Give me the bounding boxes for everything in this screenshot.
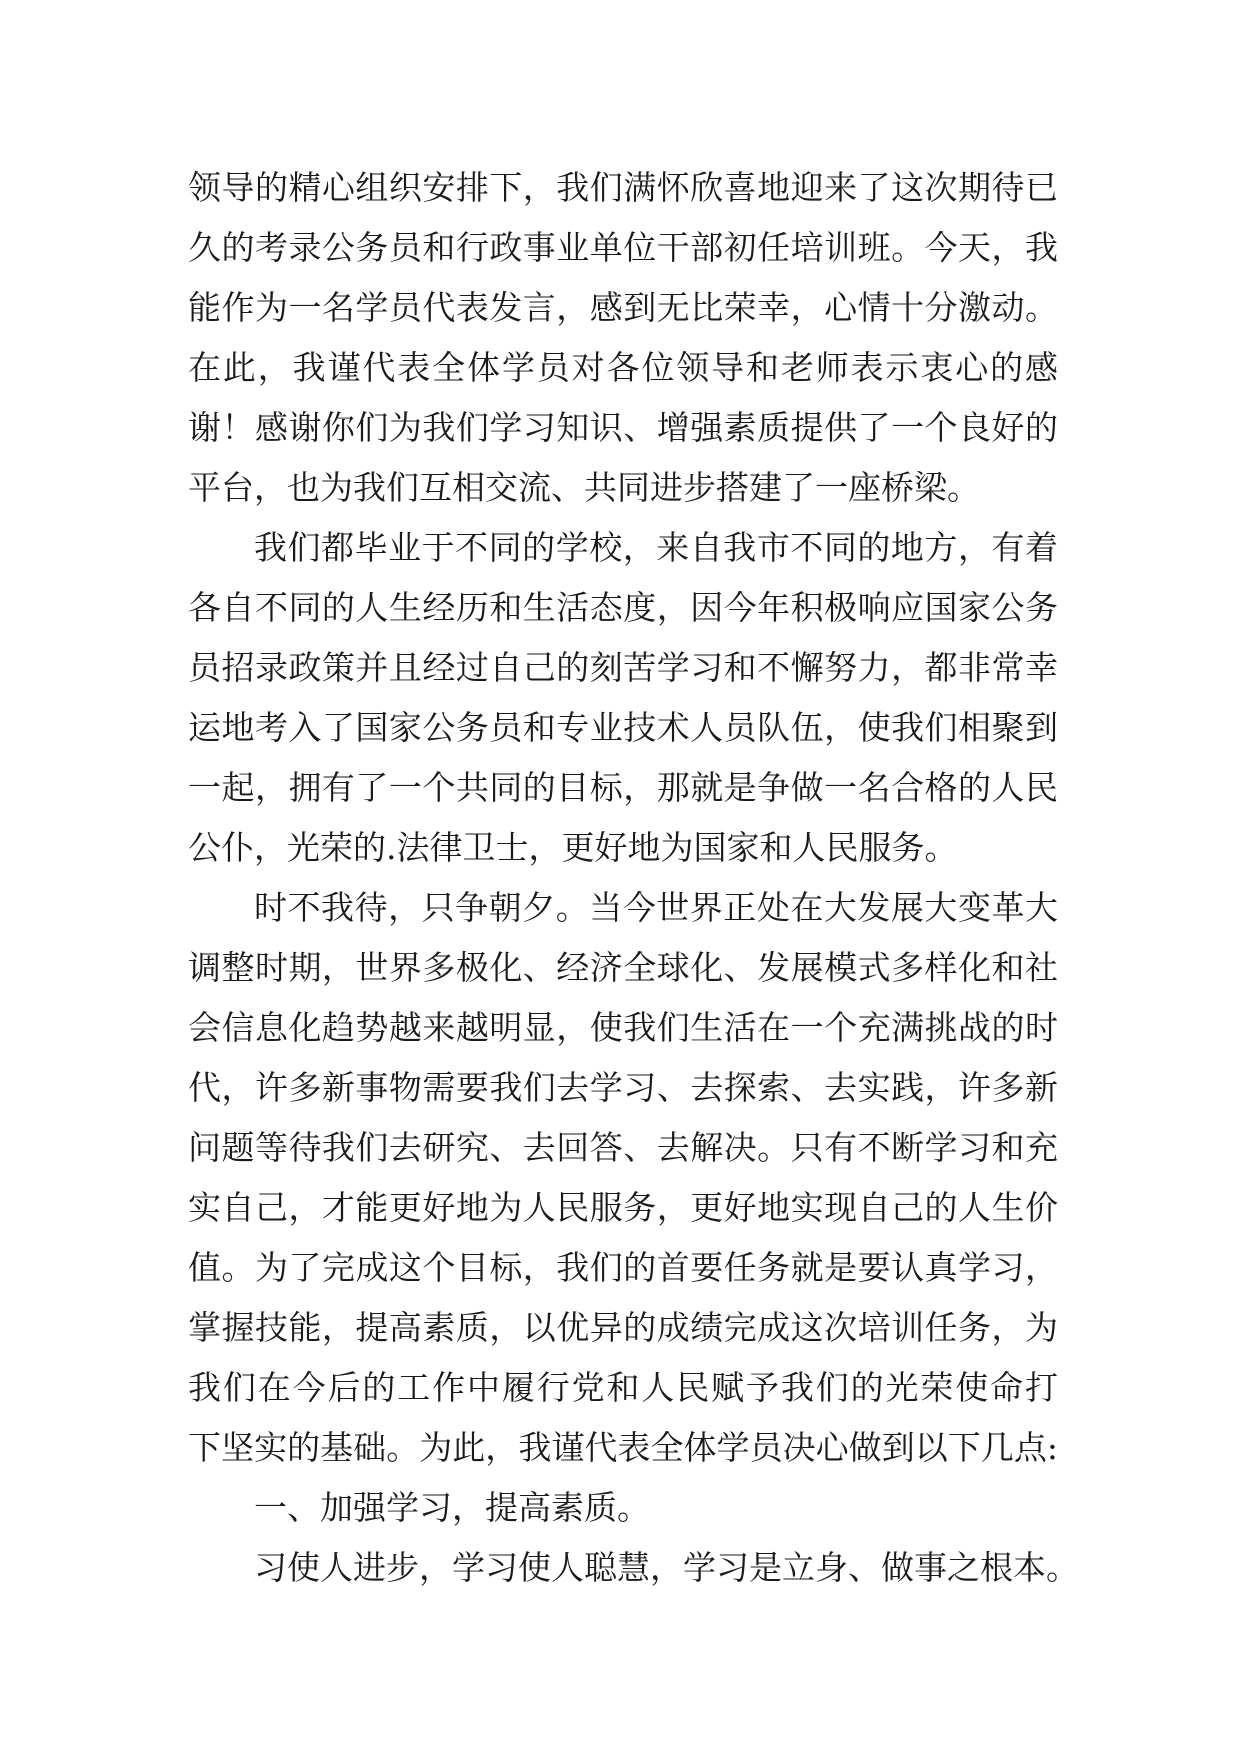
document-body	[188, 158, 1079, 1598]
text-line: 运地考入了国家公务员和专业技术人员队伍，使我们相聚到	[188, 708, 1058, 747]
text-line: 员招录政策并且经过自己的刻苦学习和不懈努力，都非常幸	[188, 648, 1058, 687]
section-heading: 一、加强学习，提高素质。	[254, 1488, 650, 1527]
text-line: 问题等待我们去研究、去回答、去解决。只有不断学习和充	[188, 1128, 1058, 1167]
text-line: 在此，我谨代表全体学员对各位领导和老师表示衷心的感	[188, 348, 1058, 387]
text-line: 领导的精心组织安排下，我们满怀欣喜地迎来了这次期待已	[188, 168, 1058, 207]
text-line: 调整时期，世界多极化、经济全球化、发展模式多样化和社	[188, 948, 1058, 987]
text-line: 各自不同的人生经历和生活态度，因今年积极响应国家公务	[188, 588, 1058, 627]
text-line: 谢！感谢你们为我们学习知识、增强素质提供了一个良好的	[188, 408, 1058, 447]
text-line: 能作为一名学员代表发言，感到无比荣幸，心情十分激动。	[188, 288, 1058, 327]
text-line: 一起，拥有了一个共同的目标，那就是争做一名合格的人民	[188, 768, 1058, 807]
text-line: 习使人进步，学习使人聪慧，学习是立身、做事之根本。	[254, 1548, 1079, 1587]
text-line: 会信息化趋势越来越明显，使我们生活在一个充满挑战的时	[188, 1008, 1058, 1047]
text-line: 下坚实的基础。为此，我谨代表全体学员决心做到以下几点:	[188, 1428, 1058, 1467]
text-line: 时不我待，只争朝夕。当今世界正处在大发展大变革大	[254, 888, 1058, 927]
text-line: 值。为了完成这个目标，我们的首要任务就是要认真学习，	[188, 1248, 1058, 1287]
text-line: 掌握技能，提高素质，以优异的成绩完成这次培训任务，为	[188, 1308, 1058, 1347]
text-line: 代，许多新事物需要我们去学习、去探索、去实践，许多新	[188, 1068, 1058, 1107]
text-line: 实自己，才能更好地为人民服务，更好地实现自己的人生价	[188, 1188, 1058, 1227]
text-line: 平台，也为我们互相交流、共同进步搭建了一座桥梁。	[188, 468, 980, 507]
text-line: 公仆，光荣的.法律卫士，更好地为国家和人民服务。	[188, 828, 958, 867]
text-line: 我们在今后的工作中履行党和人民赋予我们的光荣使命打	[188, 1368, 1058, 1407]
text-line: 久的考录公务员和行政事业单位干部初任培训班。今天，我	[188, 228, 1058, 267]
text-line: 我们都毕业于不同的学校，来自我市不同的地方，有着	[254, 528, 1058, 567]
